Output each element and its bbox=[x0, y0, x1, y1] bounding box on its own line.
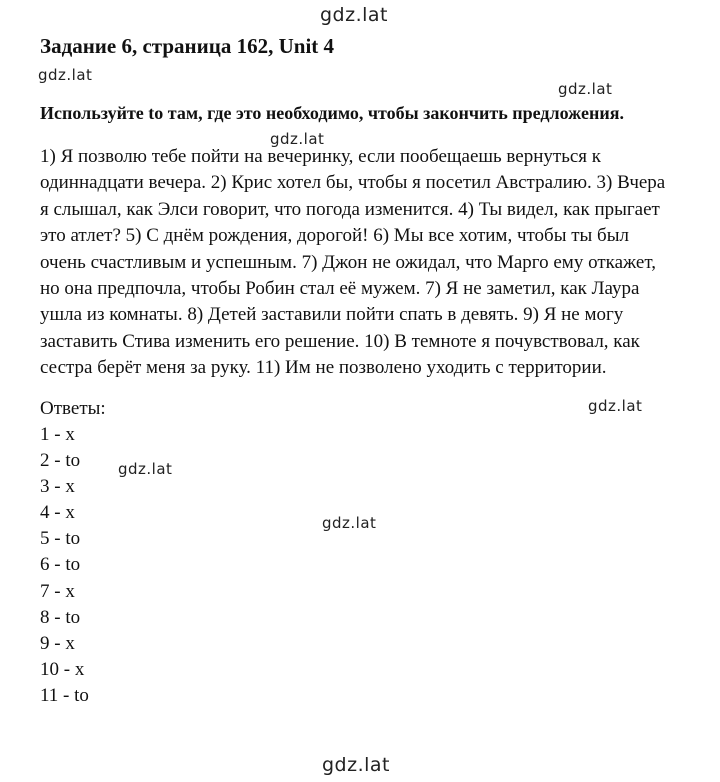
watermark: gdz.lat bbox=[118, 460, 173, 478]
sentence-line: сестра берёт меня за руку. 11) Им не позволено уходить с территории. bbox=[40, 357, 607, 379]
answers-list bbox=[40, 422, 89, 709]
sentence-line: очень счастливым и успешным. 7) Джон не ожидал, что Марго ему откажет, bbox=[40, 251, 656, 273]
watermark: gdz.lat bbox=[38, 66, 93, 84]
answers-heading: Ответы: bbox=[40, 398, 106, 419]
page-title: Задание 6, страница 162, Unit 4 bbox=[40, 34, 335, 58]
watermark: gdz.lat bbox=[322, 514, 377, 532]
sentence-line: это атлет? 5) С днём рождения, дорогой! 6) Мы все хотим, чтобы ты был bbox=[40, 225, 629, 247]
sentence-line: ушла из комнаты. 8) Детей заставили пойти спать в девять. 9) Я не могу bbox=[40, 304, 624, 326]
sentence-line: заставить Стива изменить его решение. 10) В темноте я почувствовал, как bbox=[40, 330, 640, 352]
answer-item: 4 - x bbox=[40, 502, 75, 524]
watermark: gdz.lat bbox=[322, 754, 391, 776]
sentence-line: 1) Я позволю тебе пойти на вечеринку, если пообещаешь вернуться к bbox=[40, 146, 602, 167]
answer-item: 10 - x bbox=[40, 658, 85, 680]
watermark: gdz.lat bbox=[270, 130, 325, 148]
task-sentences bbox=[40, 144, 690, 382]
sentence-line: одиннадцати вечера. 2) Крис хотел бы, чтобы я посетил Австралию. 3) Вчера bbox=[40, 172, 666, 194]
watermark: gdz.lat bbox=[320, 4, 389, 26]
answer-item: 5 - to bbox=[40, 528, 81, 550]
answer-item: 7 - x bbox=[40, 580, 75, 602]
answer-item: 2 - to bbox=[40, 450, 81, 472]
sentence-line: но она предпочла, чтобы Робин стал её мужем. 7) Я не заметил, как Лаура bbox=[40, 278, 640, 300]
sentence-line: я слышал, как Элси говорит, что погода изменится. 4) Ты видел, как прыгает bbox=[40, 198, 660, 220]
answer-item: 3 - x bbox=[40, 476, 75, 498]
answer-item: 1 - x bbox=[40, 424, 75, 445]
watermark: gdz.lat bbox=[558, 80, 613, 98]
answer-item: 8 - to bbox=[40, 606, 81, 628]
task-instruction: Используйте to там, где это необходимо, чтобы закончить предложения. bbox=[40, 103, 624, 123]
watermark: gdz.lat bbox=[588, 397, 643, 415]
answer-item: 6 - to bbox=[40, 554, 81, 576]
answer-item: 9 - x bbox=[40, 632, 75, 654]
answer-item: 11 - to bbox=[40, 684, 89, 706]
